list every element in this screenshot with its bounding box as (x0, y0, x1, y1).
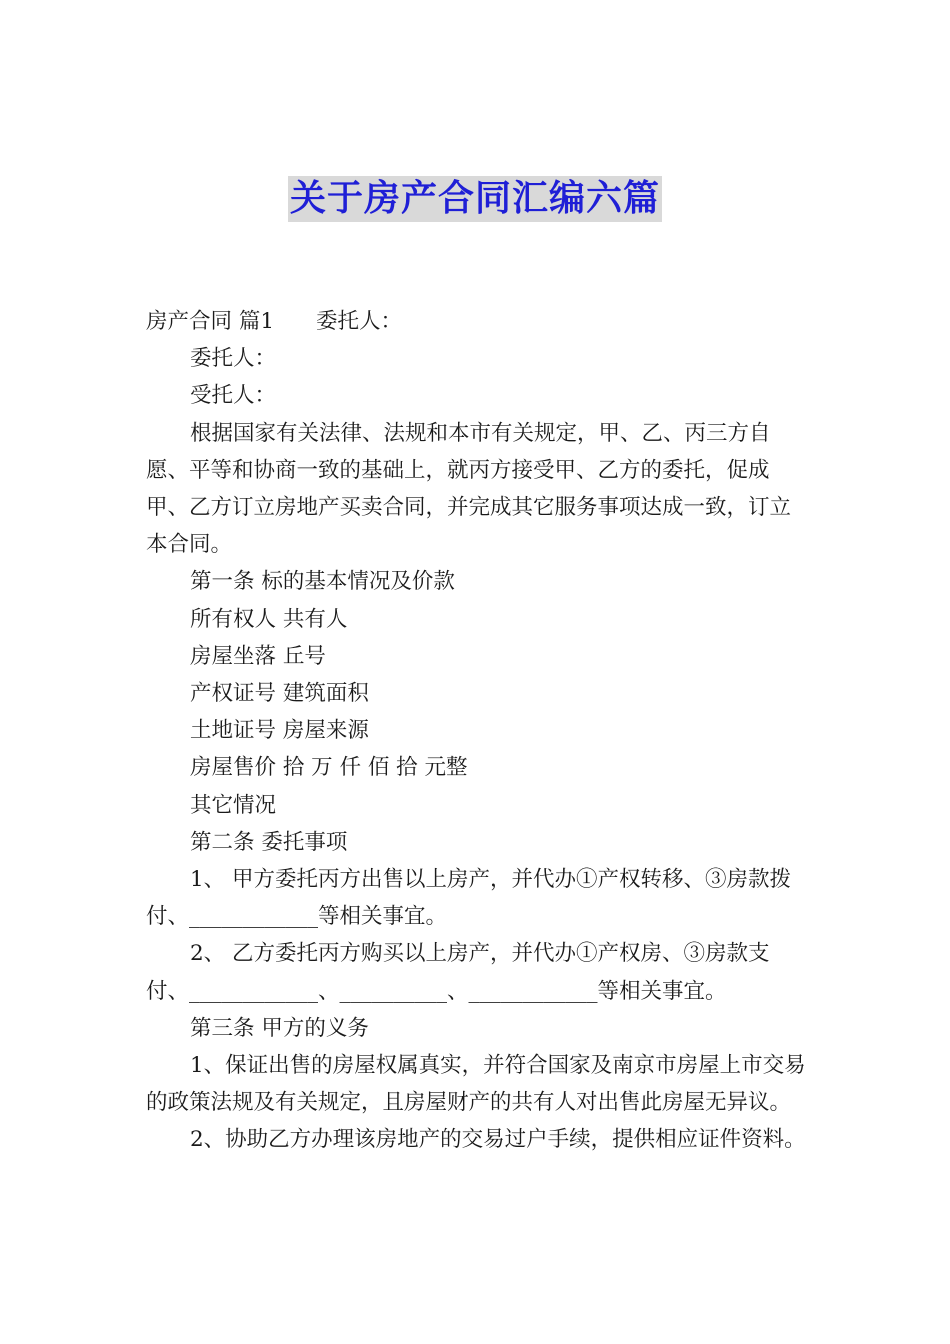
field-certificate: 产权证号 建筑面积 (190, 681, 369, 707)
document-body (146, 303, 810, 1159)
field-price: 房屋售价 拾 万 仟 佰 拾 元整 (190, 755, 468, 781)
article-3-item-2: 2、协助乙方办理该房地产的交易过户手续，提供相应证件资料。 (190, 1127, 806, 1153)
article-3-item-1: 1、保证出售的房屋权属真实，并符合国家及南京市房屋上市交易的政策法规及有关规定，且房屋财产的共有人对出售此房屋无异议。 (146, 1053, 806, 1116)
section-heading-line (146, 303, 810, 340)
article-2-item-2: 2、 乙方委托丙方购买以上房产，并代办①产权房、③房款支付、____________、__________、____________等相关事宜。 (146, 941, 770, 1004)
paragraph-entrustor: 委托人： (190, 346, 277, 372)
title-container (0, 176, 950, 222)
field-other: 其它情况 (190, 792, 277, 818)
document-title: 关于房产合同汇编六篇 (288, 176, 662, 222)
article-2-heading: 第二条 委托事项 (190, 829, 348, 855)
field-location: 房屋坐落 丘号 (190, 643, 326, 669)
article-3-heading: 第三条 甲方的义务 (190, 1015, 369, 1041)
field-land-certificate: 土地证号 房屋来源 (190, 718, 369, 744)
article-1-heading: 第一条 标的基本情况及价款 (190, 569, 455, 595)
entrustor-label: 委托人： (316, 309, 403, 334)
article-2-item-1: 1、 甲方委托丙方出售以上房产，并代办①产权转移、③房款拨付、____________等相关事宜。 (146, 867, 792, 930)
paragraph-preamble: 根据国家有关法律、法规和本市有关规定，甲、乙、丙三方自愿、平等和协商一致的基础上，就丙方接受甲、乙方的委托，促成甲、乙方订立房地产买卖合同，并完成其它服务事项达成一致，订立本合同。 (146, 420, 792, 558)
section-label: 房产合同 篇1 (146, 309, 275, 334)
paragraph-trustee: 受托人： (190, 383, 277, 409)
field-owner: 所有权人 共有人 (190, 606, 348, 632)
